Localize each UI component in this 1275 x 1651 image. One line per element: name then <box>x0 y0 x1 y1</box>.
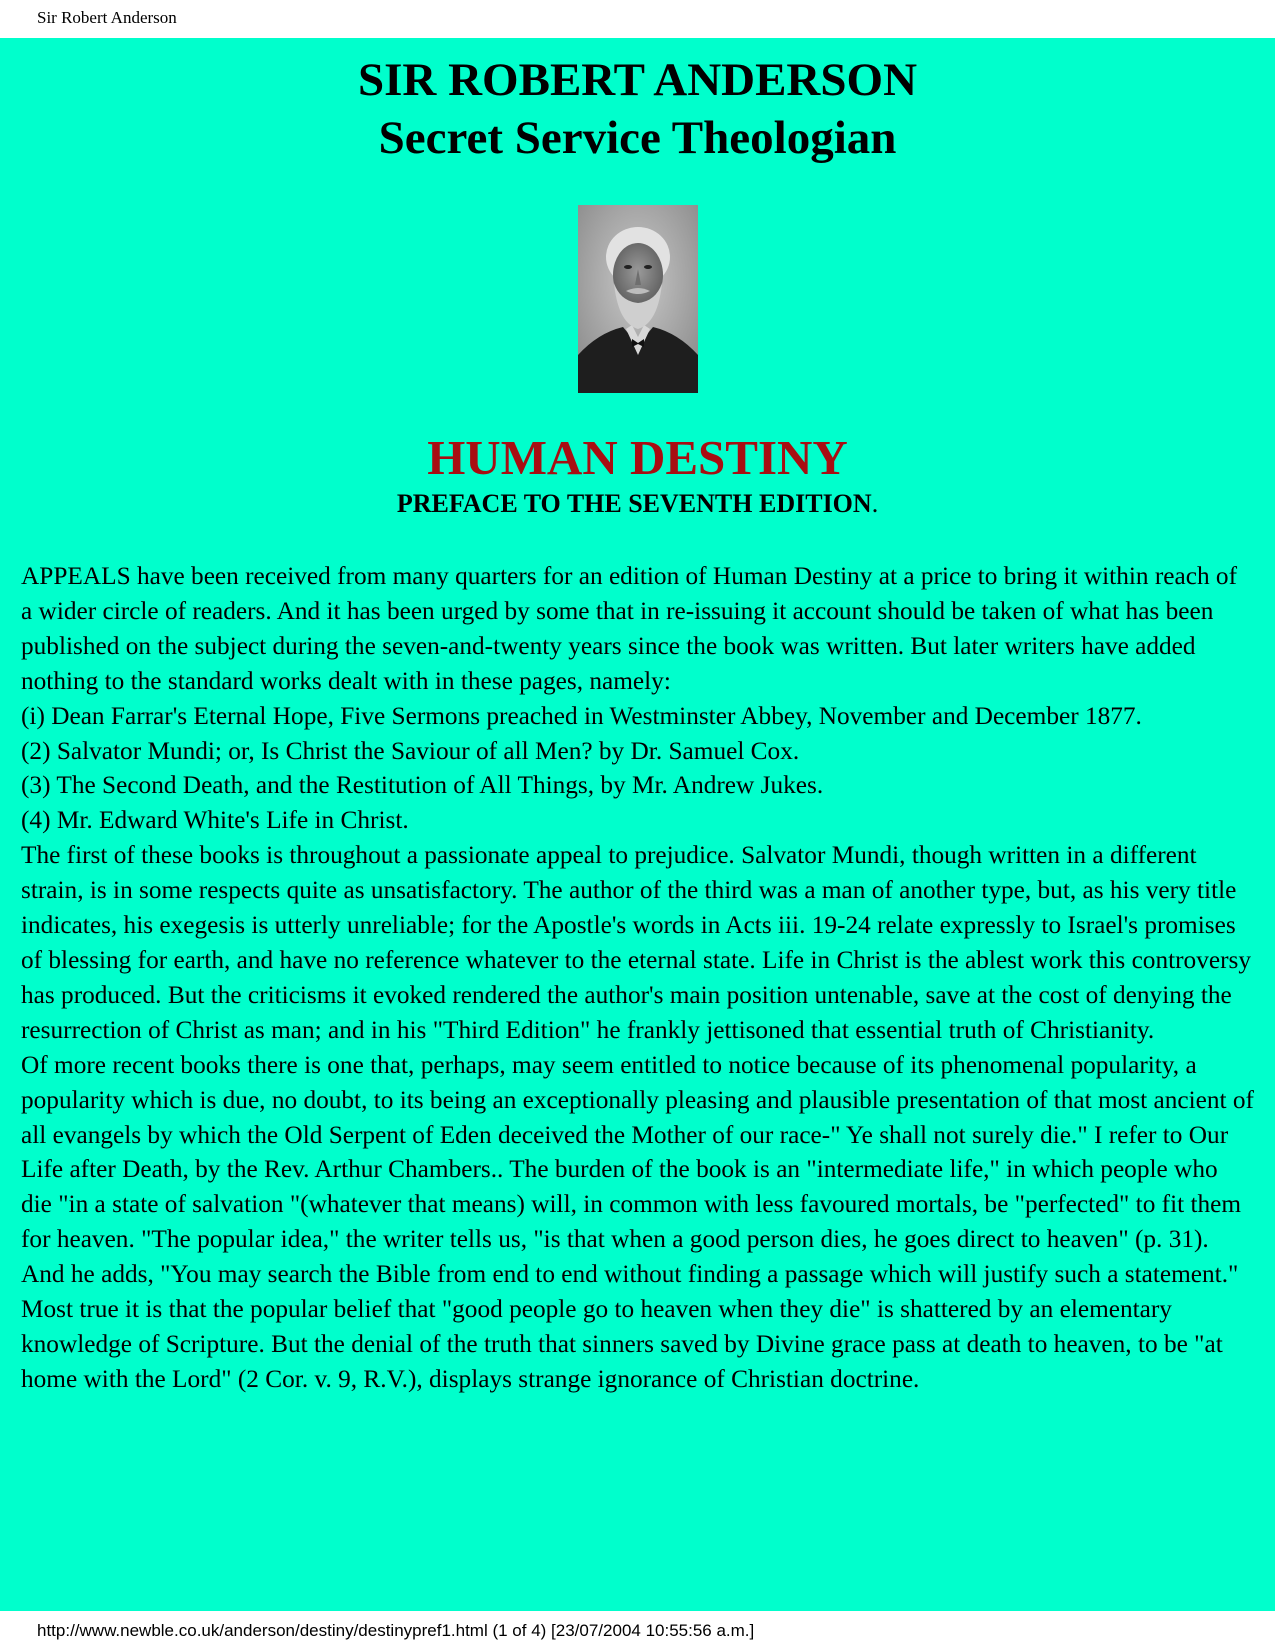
page-content <box>0 38 1275 1611</box>
list-item: (2) Salvator Mundi; or, Is Christ the Saviour of all Men? by Dr. Samuel Cox. <box>21 736 800 765</box>
portrait-image <box>578 205 698 393</box>
print-footer-url: http://www.newble.co.uk/anderson/destiny/destinypref1.html (1 of 4) [23/07/2004 10:55:56 a.m.] <box>37 1621 755 1640</box>
paragraph: The first of these books is throughout a passionate appeal to prejudice. Salvator Mundi, though written in a different strain, is in some respects quite as unsatisfactory. The author of the third was a man of another type, but, as his very title indicates, his exegesis is utterly unreliable; for the Apostle's words in Acts iii. 19-24 relate expressly to Israel's promises of blessing for earth, and have no reference whatever to the eternal state. Life in Christ is the ablest work this controversy has produced. But the criticisms it evoked rendered the author's main position untenable, save at the cost of denying the resurrection of Christ as man; and in his "Third Edition" he frankly jettisoned that essential truth of Christianity. <box>21 841 1251 1044</box>
preface-heading: PREFACE TO THE SEVENTH EDITION <box>396 489 872 518</box>
book-subtitle <box>0 487 1275 521</box>
portrait-photo-icon <box>578 205 698 393</box>
preface-body <box>21 559 1254 1397</box>
list-item: (3) The Second Death, and the Restitution of All Things, by Mr. Andrew Jukes. <box>21 771 824 800</box>
preface-heading-period: . <box>871 489 879 518</box>
paragraph: Of more recent books there is one that, perhaps, may seem entitled to notice because of its phenomenal popularity, a popularity which is due, no doubt, to its being an exceptionally pleasing and plausible presentation of that most ancient of all evangels by which the Old Serpent of Eden deceived the Mother of our race-" Ye shall not surely die." I refer to Our Life after Death, by the Rev. Arthur Chambers.. The burden of the book is an "intermediate life," in which people who die "in a state of salvation "(whatever that means) will, in common with less favoured mortals, be "perfected" to fit them for heaven. "The popular idea," the writer tells us, "is that when a good person dies, he goes direct to heaven" (p. 31). And he adds, "You may search the Bible from end to end without finding a passage which will justify such a statement." Most true it is that the popular belief that "good people go to heaven when they die" is shattered by an elementary knowledge of Scripture. But the denial of the truth that sinners saved by Divine grace pass at death to heaven, to be "at home with the Lord" (2 Cor. v. 9, R.V.), displays strange ignorance of Christian doctrine. <box>21 1050 1254 1393</box>
print-header: Sir Robert Anderson <box>37 8 177 27</box>
list-item: (i) Dean Farrar's Eternal Hope, Five Sermons preached in Westminster Abbey, November and December 1877. <box>21 701 1142 730</box>
paragraph: APPEALS have been received from many quarters for an edition of Human Destiny at a price to bring it within reach of a wider circle of readers. And it has been urged by some that in re-issuing it account should be taken of what has been published on the subject during the seven-and-twenty years since the book was written. But later writers have added nothing to the standard works dealt with in these pages, namely: <box>21 562 1237 695</box>
book-title: HUMAN DESTINY <box>427 430 848 485</box>
page-title: SIR ROBERT ANDERSON <box>357 54 918 106</box>
list-item: (4) Mr. Edward White's Life in Christ. <box>21 806 409 835</box>
page-subtitle: Secret Service Theologian <box>378 112 897 164</box>
